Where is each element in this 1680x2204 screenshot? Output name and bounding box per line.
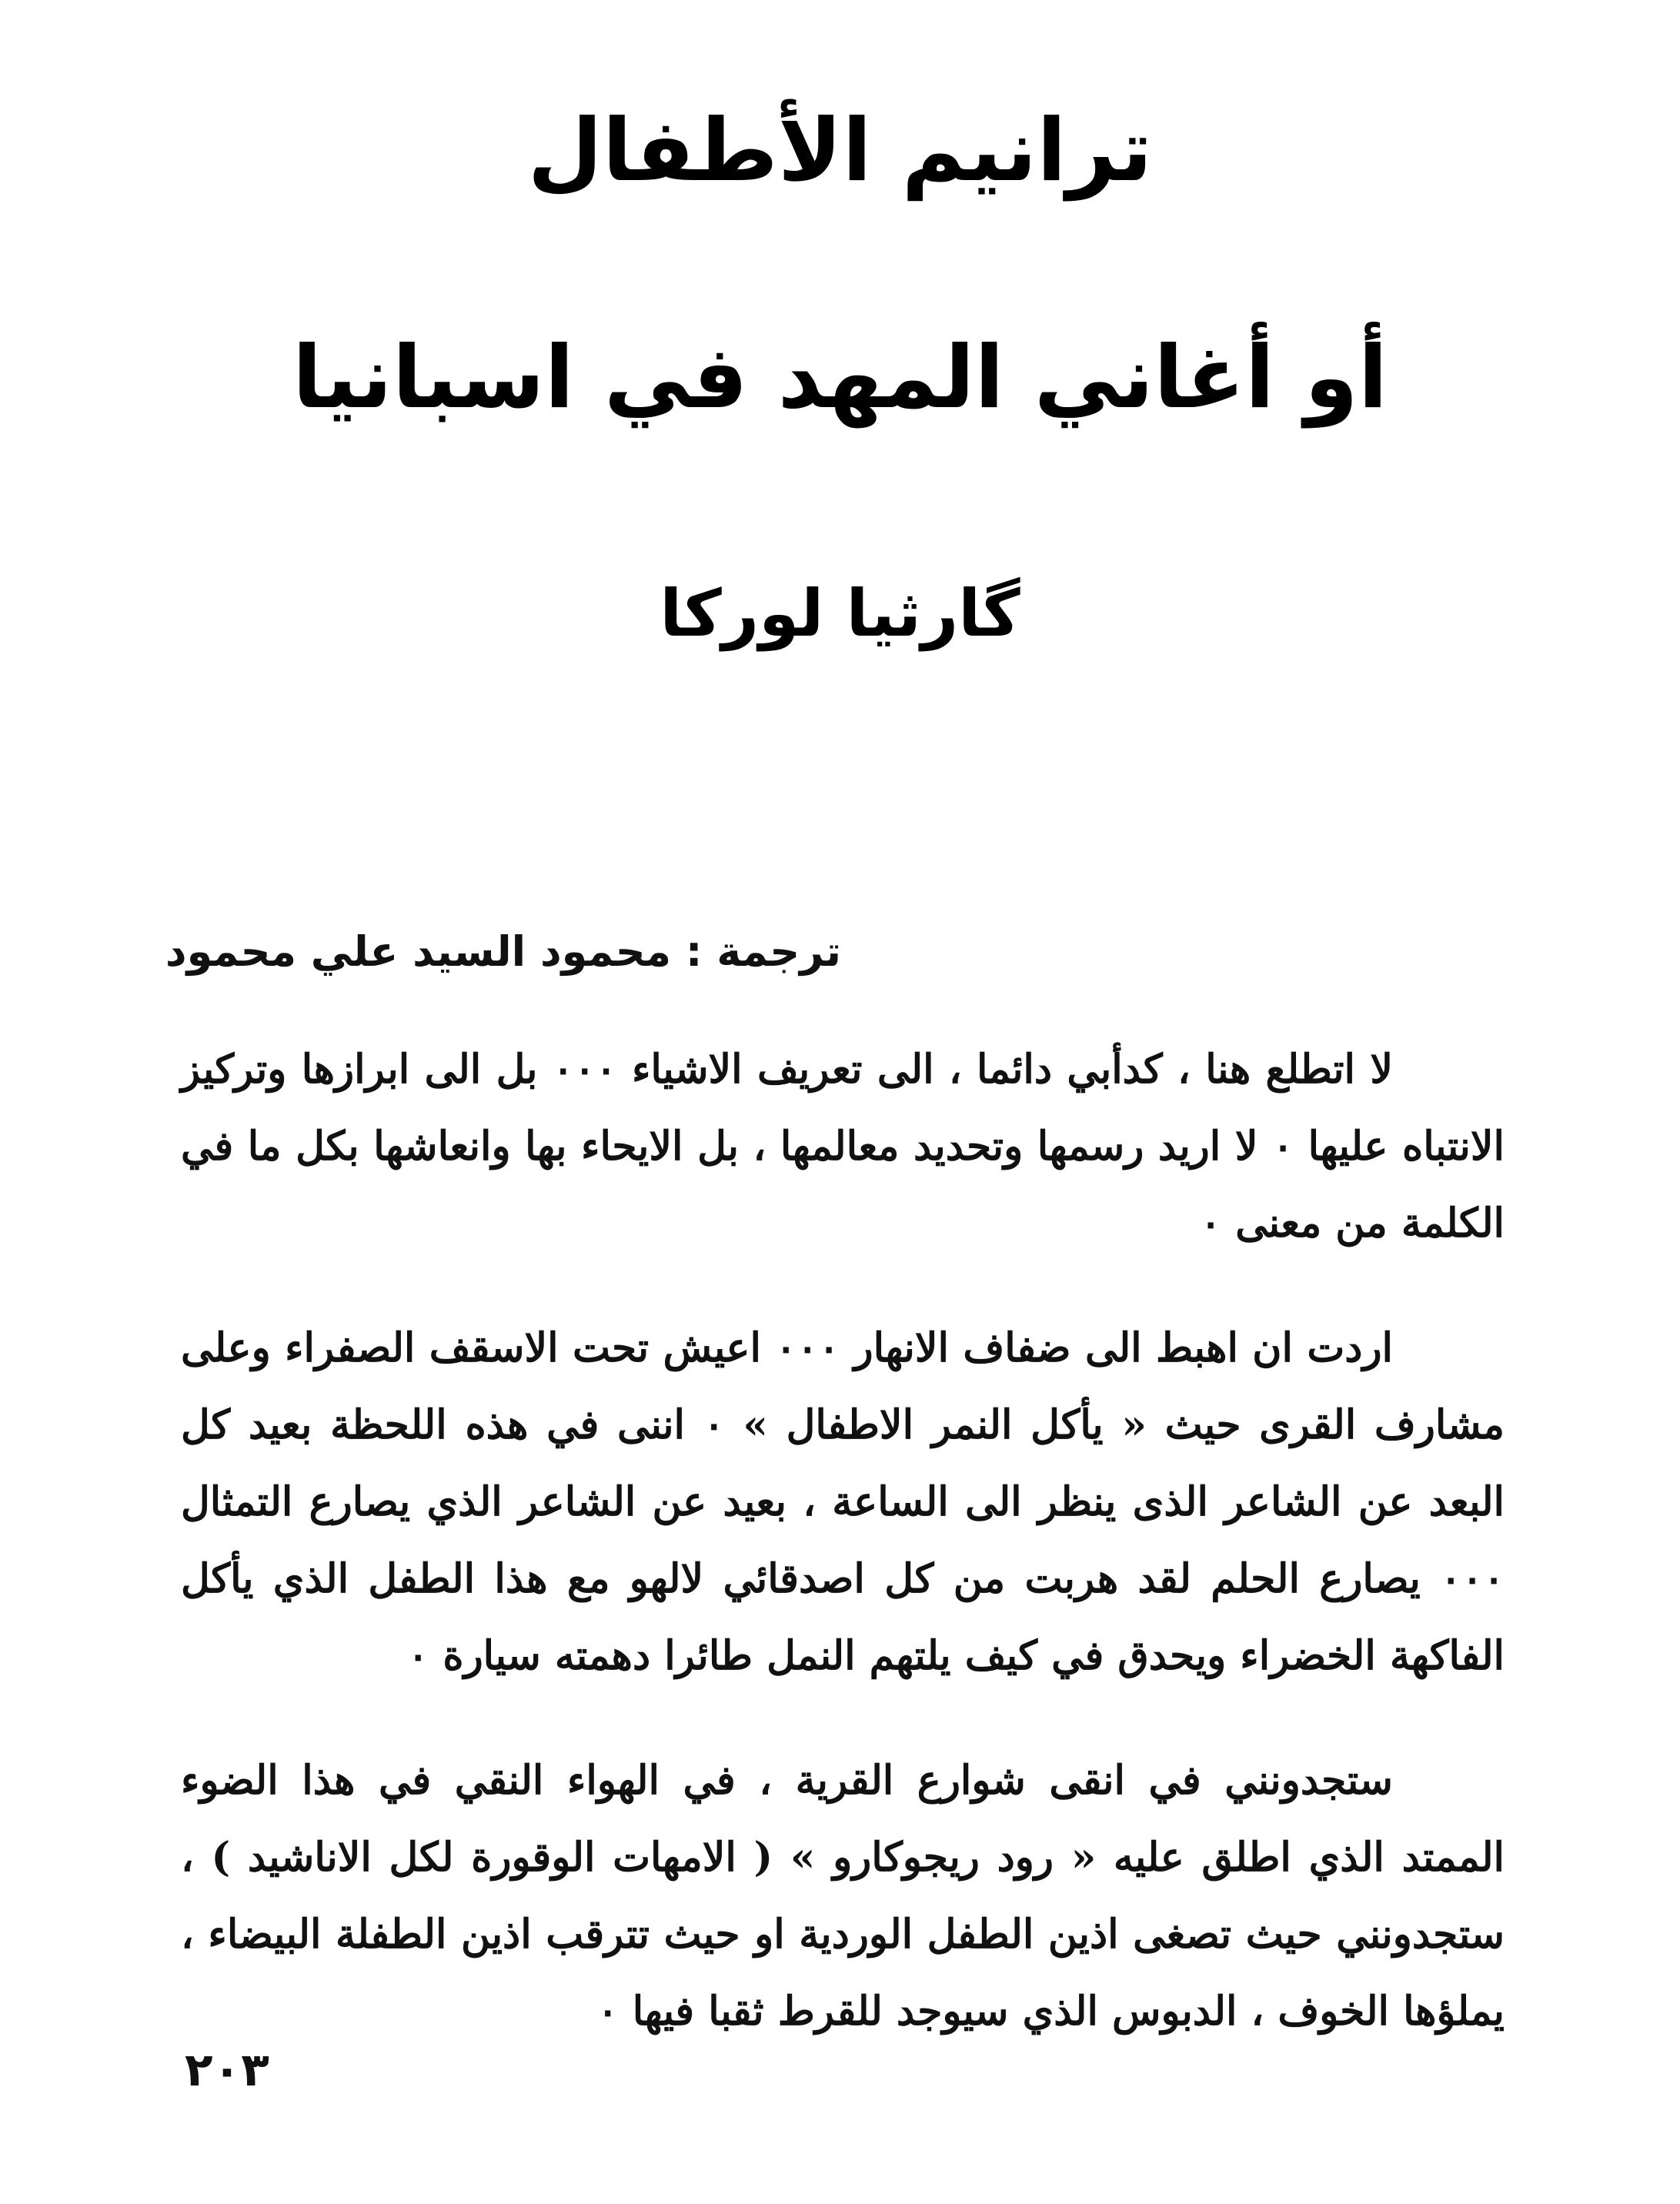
article-subtitle: أو أغاني المهد في اسبانيا xyxy=(292,328,1388,428)
article-title: ترانيم الأطفال xyxy=(527,101,1153,201)
paragraph-3: ستجدونني في انقى شوارع القرية ، في الهواء النقي في هذا الضوء الممتد الذي اطلق عليه « رود ريجوكارو » ( الامهات الوقورة لكل الاناشيد ) ، ستجدونني حيث تصغى اذين الطفل الوردية او حيث تترقب اذين الطفلة البيضاء ، يملؤها الخوف ، الدبوس الذي سيوجد للقرط ثقبا فيها ۰ xyxy=(181,1757,1505,2035)
paragraph-2: اردت ان اهبط الى ضفاف الانهار ۰۰۰ اعيش تحت الاسقف الصفراء وعلى مشارف القرى حيث « يأكل النمر الاطفال » ۰ اننى في هذه اللحظة بعيد كل البعد عن الشاعر الذى ينظر الى الساعة ، بعيد عن الشاعر الذي يصارع التمثال ۰۰۰ يصارع الحلم لقد هربت من كل اصدقائي لالهو مع هذا الطفل الذي يأكل الفاكهة الخضراء ويحدق في كيف يلتهم النمل طائرا دهمته سيارة ۰ xyxy=(181,1324,1505,1679)
article-body xyxy=(181,1031,1505,2098)
page-number: ٢٠٣ xyxy=(185,2043,269,2097)
paragraph-1: لا اتطلع هنا ، كدأبي دائما ، الى تعريف الاشياء ۰۰۰ بل الى ابرازها وتركيز الانتباه عليها ۰ لا اريد رسمها وتحديد معالمها ، بل الايحاء بها وانعاشها بكل ما في الكلمة من معنى ۰ xyxy=(181,1046,1505,1247)
translator-credit: ترجمة : محمود السيد علي محمود xyxy=(165,927,841,976)
article-author: گارثيا لوركا xyxy=(660,576,1020,651)
